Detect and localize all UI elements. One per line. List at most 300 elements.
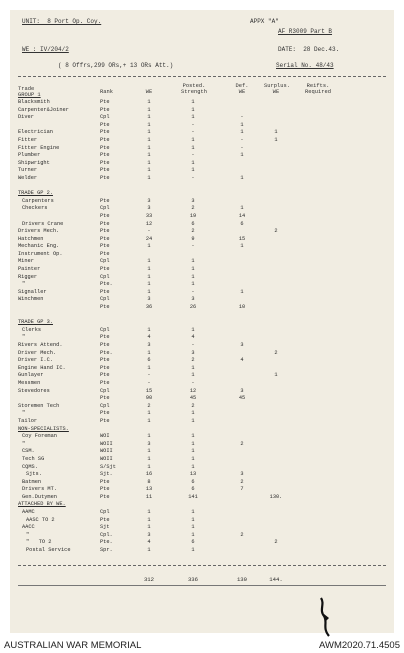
archive-reference: AWM2020.71.4505 [319, 640, 400, 651]
trade-cell: " [26, 531, 30, 538]
we-cell: 3 [147, 205, 151, 212]
table-row [18, 350, 386, 358]
deficiency-cell: 1 [240, 129, 244, 136]
unit-line: UNIT: 8 Port Op. Coy. [22, 18, 102, 25]
table-row [18, 433, 386, 441]
strength-cell: 4 [191, 334, 195, 341]
strength-cell: 141 [188, 493, 198, 500]
strength-cell: 2 [191, 402, 195, 409]
table-row [18, 403, 386, 411]
rank-cell: Pte [100, 486, 110, 493]
strength-cell: 1 [191, 114, 195, 121]
strength-note: ( 8 Offrs,299 ORs,+ 13 ORs Att.) [58, 62, 174, 69]
total-deficiency: 130 [236, 576, 248, 583]
table-row [18, 479, 386, 487]
trade-cell: Drivers Mech. [18, 228, 60, 235]
trade-cell: Gunlayer [18, 372, 44, 379]
trade-cell: Welder [18, 174, 38, 181]
rank-cell: Pte [100, 197, 110, 204]
we-reference: WE : IV/204/2 [22, 46, 69, 53]
trade-cell: AACC [22, 524, 35, 531]
rank-cell: Pte [100, 144, 110, 151]
rank-cell: Cpl [100, 205, 110, 212]
strength-cell: 1 [191, 516, 195, 523]
table-row [18, 365, 386, 373]
table-row [18, 99, 386, 107]
trade-cell: " [22, 410, 26, 417]
footer-bar [0, 638, 404, 653]
strength-cell: 3 [191, 349, 195, 356]
table-row [18, 448, 386, 456]
rank-cell: Pte [100, 220, 110, 227]
table-row [18, 296, 386, 304]
surplus-cell: 130. [269, 493, 283, 500]
document-sheet [10, 10, 394, 633]
trade-cell: Blacksmith [18, 99, 50, 105]
strength-cell: - [191, 121, 195, 128]
table-row [18, 198, 386, 206]
table-row [18, 258, 386, 266]
we-cell: 1 [147, 99, 151, 105]
strength-cell: 1 [191, 266, 195, 273]
rank-cell: WOII [100, 440, 113, 447]
col-sur-we: WE [272, 89, 280, 95]
rank-cell: Pte [100, 417, 110, 424]
we-cell: 3 [147, 197, 151, 204]
strength-cell: - [191, 288, 195, 295]
rank-cell: Pte [100, 342, 110, 348]
rank-cell: Pte [100, 99, 110, 105]
we-cell: 1 [147, 121, 151, 128]
table-row [18, 464, 386, 472]
strength-cell: 6 [191, 486, 195, 493]
rank-cell: Pte [100, 478, 110, 485]
rank-cell: Pte. [100, 349, 113, 356]
deficiency-cell: - [240, 136, 244, 143]
rank-cell: Pte [100, 106, 110, 113]
strength-cell: 1 [191, 106, 195, 113]
trade-cell: Checkers [22, 205, 48, 212]
table-row [18, 410, 386, 418]
header-rule [18, 76, 386, 77]
table-row [18, 388, 386, 396]
trade-cell: TRADE GP 3. [18, 319, 53, 326]
we-cell: 13 [145, 486, 153, 493]
rank-cell: Pte [100, 235, 110, 242]
trade-cell: Painter [18, 266, 41, 273]
table-row [18, 312, 386, 320]
we-cell: 1 [147, 288, 151, 295]
rank-cell: Pte [100, 212, 110, 219]
col-we: WE [145, 89, 153, 95]
table-row [18, 357, 386, 365]
trade-cell: Fitter [18, 136, 38, 143]
surplus-cell: 2 [274, 228, 278, 235]
rank-cell: Pte [100, 159, 110, 166]
deficiency-cell: 15 [238, 235, 246, 242]
table-row [18, 441, 386, 449]
strength-cell: 1 [191, 531, 195, 538]
table-row [18, 547, 386, 555]
deficiency-cell: 1 [240, 243, 244, 250]
we-cell: 15 [145, 387, 153, 394]
surplus-cell: 1 [274, 129, 278, 136]
table-row [18, 129, 386, 137]
rank-cell: S/Sjt [100, 463, 116, 470]
strength-cell: 1 [191, 433, 195, 440]
rank-cell: Pte [100, 136, 110, 143]
trade-cell: Coy Foreman [22, 433, 57, 440]
we-cell: 3 [147, 531, 151, 538]
trade-cell: Diver [18, 114, 34, 121]
col-def: Def. [235, 83, 249, 89]
we-cell: 1 [147, 364, 151, 371]
table-row [18, 471, 386, 479]
strength-cell: 1 [191, 364, 195, 371]
rank-cell: Pte [100, 129, 110, 136]
col-surplus: Surplus. [264, 83, 290, 89]
table-row [18, 524, 386, 532]
rank-cell: Pte [100, 243, 110, 250]
trade-cell: " TO 2 [26, 539, 52, 546]
table-row [18, 380, 386, 388]
strength-cell: 13 [189, 471, 197, 478]
we-cell: 1 [147, 524, 151, 531]
strength-cell: 1 [191, 273, 195, 280]
rank-cell: Pte [100, 121, 110, 128]
we-cell: 4 [147, 539, 151, 546]
we-cell: 1 [147, 144, 151, 151]
table-row [18, 243, 386, 251]
trade-cell: TRADE GP 2. [18, 190, 53, 197]
trade-cell: Messmen [18, 379, 41, 386]
rank-cell: Pte [100, 379, 110, 386]
section-heading [18, 426, 386, 434]
total-surplus: 144. [269, 576, 283, 583]
af-reference: AF R3009 Part B [278, 28, 333, 35]
trade-cell: Hatchmen [18, 235, 44, 242]
rank-cell: Pte [100, 395, 110, 402]
strength-cell: 1 [191, 509, 195, 516]
date-line: DATE: 28 Dec.43. [278, 46, 340, 53]
trade-cell: Tech SG [22, 455, 45, 462]
we-cell: - [147, 379, 151, 386]
rank-cell: Sjt [100, 524, 110, 531]
strength-cell: 12 [189, 387, 197, 394]
trade-cell: Driver I.C. [18, 357, 53, 364]
strength-cell: - [191, 243, 195, 250]
trade-cell: " [22, 440, 26, 447]
we-cell: 1 [147, 167, 151, 174]
strength-cell: 9 [191, 235, 195, 242]
rank-cell: Pte [100, 516, 110, 523]
strength-cell: 1 [191, 448, 195, 455]
rank-cell: Cpl [100, 402, 110, 409]
rank-cell: Pte [100, 304, 110, 311]
total-rule-top [18, 565, 386, 566]
col-reinf: Reifts. [306, 83, 330, 89]
trade-cell: Plumber [18, 152, 41, 159]
strength-cell: 1 [191, 417, 195, 424]
we-cell: 2 [147, 402, 151, 409]
surplus-cell: 2 [274, 539, 278, 546]
total-strength: 336 [187, 576, 199, 583]
archive-name: AUSTRALIAN WAR MEMORIAL [4, 640, 142, 651]
we-cell: 90 [145, 395, 153, 402]
we-cell: 1 [147, 258, 151, 265]
rank-cell: Pte [100, 364, 110, 371]
we-cell: 1 [147, 266, 151, 273]
trade-cell: Miner [18, 258, 34, 265]
we-cell: 11 [145, 493, 153, 500]
table-row [18, 532, 386, 540]
strength-cell: - [191, 129, 195, 136]
table-row [18, 167, 386, 175]
we-cell: 1 [147, 326, 151, 333]
table-row [18, 183, 386, 191]
rank-cell: Cpl. [100, 531, 113, 538]
trade-cell: NON-SPECIALISTS. [18, 425, 69, 432]
table-row [18, 205, 386, 213]
col-strength: Strength [181, 89, 207, 95]
deficiency-cell: 1 [240, 205, 244, 212]
table-row [18, 107, 386, 115]
trade-cell: " [22, 281, 26, 288]
appendix-label: APPX "A" [250, 18, 279, 25]
table-row [18, 122, 386, 130]
rank-cell: WOII [100, 455, 113, 462]
table-row [18, 539, 386, 547]
we-cell: 1 [147, 349, 151, 356]
rank-cell: Cpl [100, 509, 110, 516]
strength-cell: - [191, 379, 195, 386]
trade-cell: Winchmen [18, 296, 44, 303]
we-cell: 1 [147, 174, 151, 181]
deficiency-cell: 2 [240, 478, 244, 485]
trade-cell: Instrument Op. [18, 250, 63, 257]
table-row [18, 152, 386, 160]
strength-cell: 1 [191, 326, 195, 333]
we-cell: 1 [147, 106, 151, 113]
trade-cell: ATTACHED BY WE. [18, 501, 66, 508]
table-row [18, 213, 386, 221]
trade-cell: AASC TO 2 [26, 516, 55, 523]
we-cell: 33 [145, 212, 153, 219]
trade-cell: Driver Mech. [18, 349, 57, 356]
table-row [18, 342, 386, 350]
deficiency-cell: 6 [240, 220, 244, 227]
we-cell: 1 [147, 448, 151, 455]
we-cell: 24 [145, 235, 153, 242]
deficiency-cell: 2 [240, 531, 244, 538]
trade-cell: Shipwright [18, 159, 50, 166]
we-cell: 3 [147, 440, 151, 447]
strength-cell: - [191, 342, 195, 348]
strength-cell: 1 [191, 258, 195, 265]
deficiency-cell: 1 [240, 121, 244, 128]
we-cell: 8 [147, 478, 151, 485]
we-cell: - [147, 228, 151, 235]
we-cell: 1 [147, 516, 151, 523]
we-cell: 1 [147, 281, 151, 288]
strength-cell: 1 [191, 455, 195, 462]
table-row [18, 327, 386, 335]
rank-cell: Pte. [100, 281, 113, 288]
rank-cell: Pte [100, 410, 110, 417]
personnel-table [18, 99, 386, 555]
trade-cell: Electrician [18, 129, 53, 136]
we-cell: - [147, 372, 151, 379]
table-row [18, 281, 386, 289]
deficiency-cell: 45 [238, 395, 246, 402]
table-row [18, 486, 386, 494]
surplus-cell: 1 [274, 136, 278, 143]
we-cell: 1 [147, 152, 151, 159]
we-cell: 1 [147, 509, 151, 516]
deficiency-cell: - [240, 144, 244, 151]
rank-cell: Pte [100, 152, 110, 159]
strength-cell: 1 [191, 440, 195, 447]
section-heading [18, 501, 386, 509]
trade-cell: Drivers MT. [22, 486, 57, 493]
rank-cell: Pte [100, 357, 110, 364]
table-row [18, 304, 386, 312]
strength-cell: 45 [189, 395, 197, 402]
deficiency-cell: 2 [240, 440, 244, 447]
we-cell: 1 [147, 136, 151, 143]
col-required: Required [305, 89, 331, 95]
deficiency-cell: - [240, 114, 244, 121]
trade-cell: Postal Service [26, 547, 71, 554]
strength-cell: 1 [191, 547, 195, 554]
rank-cell: Pte [100, 228, 110, 235]
rank-cell: Pte [100, 174, 110, 181]
we-cell: 1 [147, 243, 151, 250]
strength-cell: 6 [191, 539, 195, 546]
table-row [18, 509, 386, 517]
table-row [18, 160, 386, 168]
col-trade: Trade [18, 86, 35, 92]
table-row [18, 266, 386, 274]
trade-cell: Tailor [18, 417, 38, 424]
table-row [18, 274, 386, 282]
trade-cell: Batmen [22, 478, 42, 485]
deficiency-cell: 3 [240, 471, 244, 478]
trade-cell: Turner [18, 167, 38, 174]
trade-cell: " [22, 334, 26, 341]
strength-cell: 1 [191, 410, 195, 417]
table-row [18, 145, 386, 153]
we-cell: 3 [147, 342, 151, 348]
table-row [18, 175, 386, 183]
we-cell: 6 [147, 357, 151, 364]
trade-cell: Clerks [22, 326, 42, 333]
col-def-we: WE [238, 89, 246, 95]
rank-cell: Cpl [100, 326, 110, 333]
rank-cell: WOII [100, 448, 113, 455]
rank-cell: Spr. [100, 547, 113, 554]
strength-cell: 2 [191, 205, 195, 212]
rank-cell: Pte [100, 167, 110, 174]
strength-cell: 6 [191, 478, 195, 485]
strength-cell: 1 [191, 167, 195, 174]
table-row [18, 395, 386, 403]
table-row [18, 251, 386, 259]
deficiency-cell: 10 [238, 304, 246, 311]
table-row [18, 114, 386, 122]
deficiency-cell: 1 [240, 288, 244, 295]
ink-mark-icon [315, 596, 337, 638]
rank-cell: Pte [100, 334, 110, 341]
rank-cell: Pte [100, 493, 110, 500]
trade-cell: CQMS. [22, 463, 38, 470]
trade-cell: Carpenter&Joiner [18, 106, 69, 113]
table-row [18, 228, 386, 236]
trade-cell: Fitter Engine [18, 144, 60, 151]
section-heading [18, 190, 386, 198]
strength-cell: 26 [189, 304, 197, 311]
strength-cell: 1 [191, 372, 195, 379]
strength-cell: 1 [191, 136, 195, 143]
strength-cell: 1 [191, 463, 195, 470]
trade-cell: Rivers Attend. [18, 342, 63, 348]
trade-cell: Signaller [18, 288, 47, 295]
deficiency-cell: 14 [238, 212, 246, 219]
rank-cell: Pte [100, 372, 110, 379]
rank-cell: Pte [100, 250, 110, 257]
we-cell: 12 [145, 220, 153, 227]
table-row [18, 517, 386, 525]
strength-cell: 2 [191, 357, 195, 364]
trade-cell: Rigger [18, 273, 38, 280]
we-cell: 1 [147, 273, 151, 280]
rank-cell: Pte [100, 288, 110, 295]
table-row [18, 334, 386, 342]
col-group: GROUP 1 [18, 92, 41, 98]
trade-cell: Drivers Crane [22, 220, 64, 227]
we-cell: 1 [147, 129, 151, 136]
trade-cell: Sjts. [26, 471, 42, 478]
rank-cell: Cpl [100, 387, 110, 394]
section-heading [18, 319, 386, 327]
table-row [18, 372, 386, 380]
we-cell: 4 [147, 334, 151, 341]
table-row [18, 456, 386, 464]
table-row [18, 221, 386, 229]
we-cell: 1 [147, 159, 151, 166]
rank-cell: Pte [100, 266, 110, 273]
deficiency-cell: 1 [240, 174, 244, 181]
trade-cell: Gen.Dutymen [22, 493, 57, 500]
rank-cell: Cpl [100, 296, 110, 303]
table-row [18, 418, 386, 426]
trade-cell: Mechanic Eng. [18, 243, 60, 250]
strength-cell: 3 [191, 296, 195, 303]
we-cell: 1 [147, 410, 151, 417]
trade-cell: Carpenters [22, 197, 54, 204]
strength-cell: 1 [191, 99, 195, 105]
rank-cell: Cpl [100, 258, 110, 265]
strength-cell: 6 [191, 220, 195, 227]
table-row [18, 289, 386, 297]
trade-cell: AAMC [22, 509, 35, 516]
total-we: 312 [143, 576, 155, 583]
trade-cell: Stevedores [18, 387, 50, 394]
we-cell: 1 [147, 114, 151, 121]
total-rule-bottom [18, 585, 386, 586]
deficiency-cell: 3 [240, 342, 244, 348]
we-cell: 16 [145, 471, 153, 478]
